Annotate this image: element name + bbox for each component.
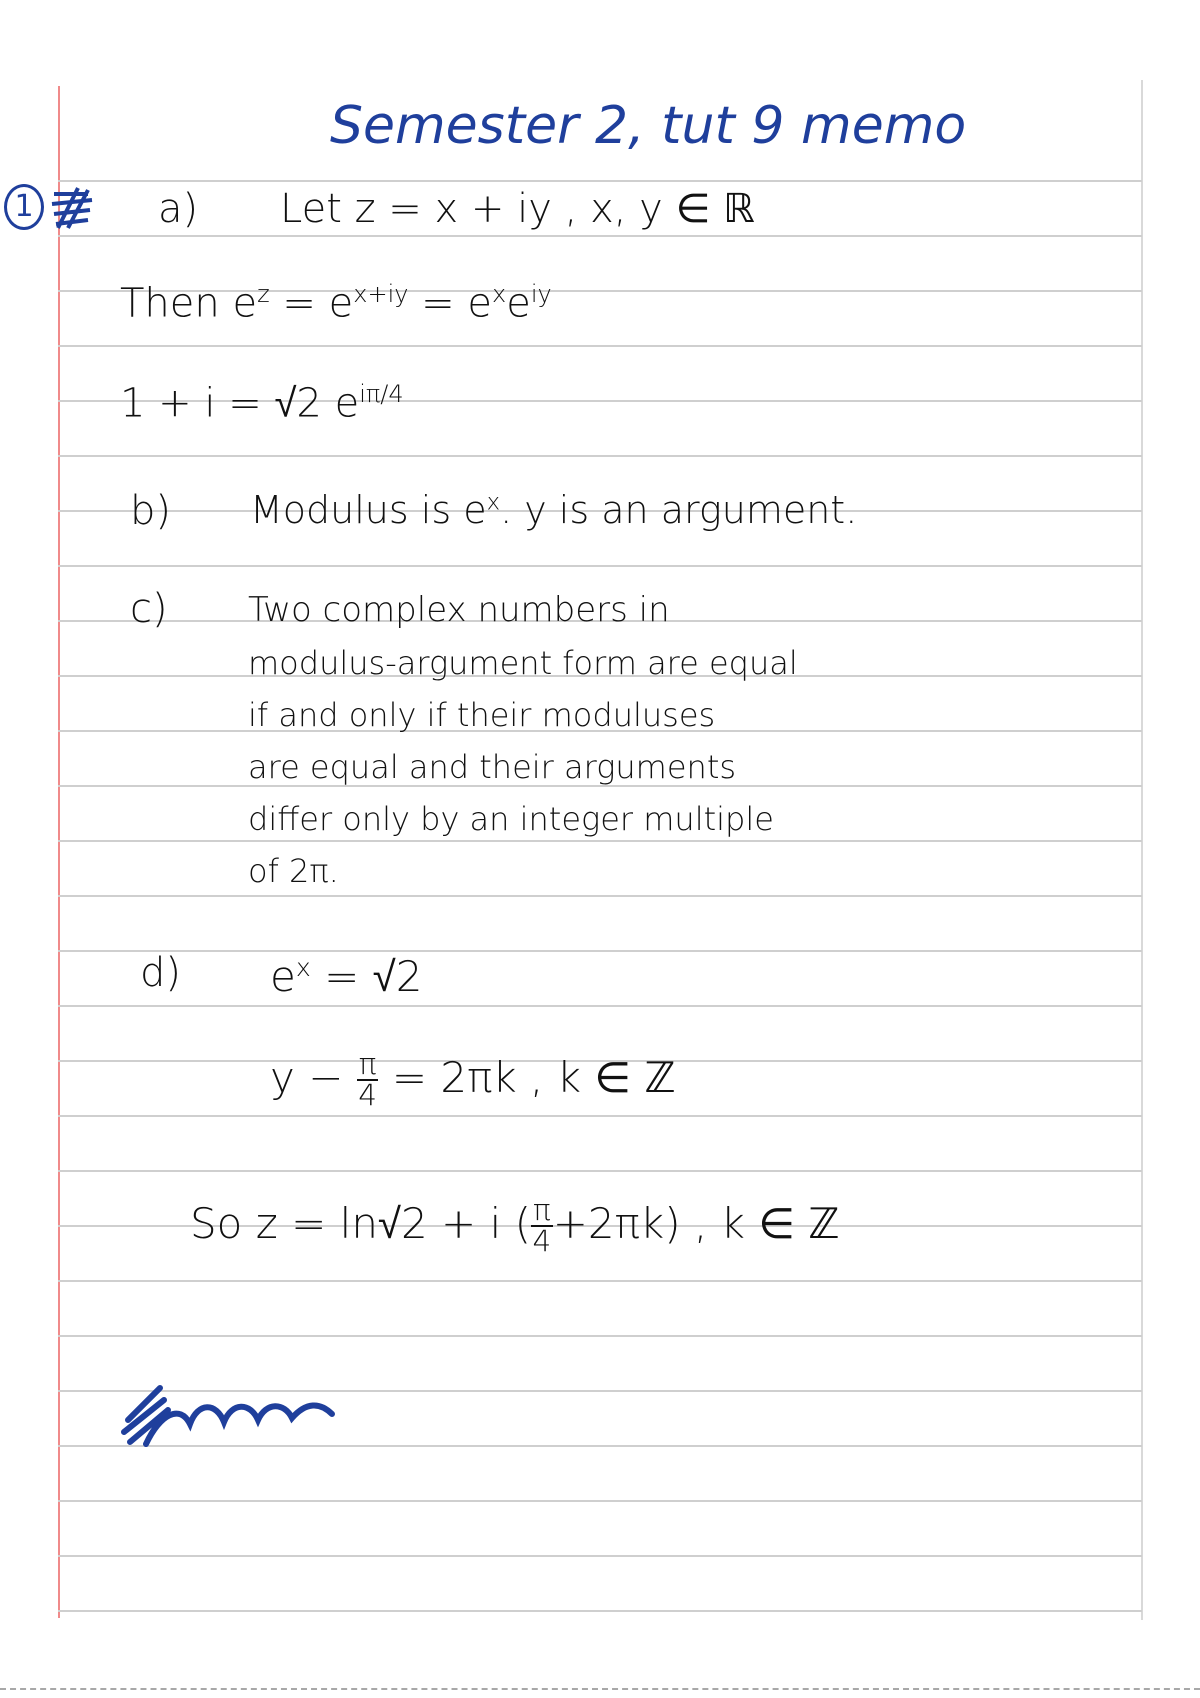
part-c-line1: Two complex numbers in [248, 590, 670, 630]
question-number: 1 [4, 184, 44, 230]
exp-identity [120, 280, 552, 326]
part-d-label: d) [140, 950, 181, 996]
margin-line [58, 86, 60, 1618]
pi-over-4-fraction-final [531, 1193, 553, 1259]
part-d-eq1 [270, 952, 422, 1001]
ruled-line [58, 840, 1142, 842]
part-c-line2: modulus-argument form are equal [248, 644, 798, 682]
part-a-let: Let z = x + iy , x, y ∈ ℝ [280, 186, 755, 232]
ruled-line [58, 1500, 1142, 1502]
d-eq1-rest: = √2 [310, 952, 423, 1001]
e-char: e [506, 280, 531, 327]
ruled-line [58, 1170, 1142, 1172]
sup-xiy: x+iy [353, 280, 409, 308]
ruled-line [58, 180, 1142, 182]
d-eq2-left: y − [270, 1052, 344, 1102]
ruled-line [58, 1115, 1142, 1117]
sup-x-d: x [295, 953, 311, 982]
part-c-line3: if and only if their moduluses [248, 696, 716, 734]
page-bottom-edge [0, 1688, 1200, 1690]
sup-x-b: x [486, 489, 501, 516]
ruled-line [58, 345, 1142, 347]
then-rest2: = e [408, 280, 492, 327]
b-text2: . y is an argument. [500, 488, 858, 532]
ruled-line [58, 1610, 1142, 1612]
b-text: Modulus is e [250, 488, 487, 532]
fraction-denominator: 4 [532, 1224, 552, 1259]
ruled-line [58, 895, 1142, 897]
sup-x: x [492, 280, 507, 308]
ruled-line [58, 1280, 1142, 1282]
pi-over-4-fraction [357, 1047, 379, 1113]
fraction-numerator: π [533, 1193, 551, 1227]
sup-pi4: iπ/4 [359, 380, 404, 408]
part-c-line5: differ only by an integer multiple [248, 800, 774, 838]
page-title: Semester 2, tut 9 memo [330, 96, 967, 156]
part-b-label: b) [130, 488, 171, 534]
so-left: So z = ln√2 + i ( [190, 1198, 532, 1248]
ruled-line [58, 1005, 1142, 1007]
part-c-line6: of 2π. [248, 852, 339, 890]
part-b-text [250, 488, 857, 532]
final-answer [190, 1193, 840, 1259]
sup-z: z [257, 280, 270, 308]
ruled-line [58, 1335, 1142, 1337]
scribble-mark [120, 1380, 340, 1460]
then-rest: = e [269, 280, 354, 327]
d-eq2-right: = 2πk , k ∈ ℤ [391, 1052, 676, 1102]
d-eq1-base: e [270, 952, 296, 1001]
sup-iy: iy [530, 280, 552, 308]
part-c-line4: are equal and their arguments [248, 748, 737, 786]
polar-form [120, 380, 404, 426]
ruled-line [58, 235, 1142, 237]
part-a-label: a) [158, 186, 199, 232]
crossed-out-mark [48, 186, 98, 230]
fraction-numerator: π [358, 1047, 377, 1081]
ruled-line [58, 565, 1142, 567]
fraction-denominator: 4 [358, 1078, 377, 1113]
then-text: Then e [120, 280, 258, 327]
part-c-label: c) [130, 586, 168, 632]
ruled-line [58, 1555, 1142, 1557]
polar-text: 1 + i = √2 e [120, 380, 360, 427]
ruled-line [58, 950, 1142, 952]
part-d-eq2 [270, 1047, 676, 1113]
ruled-line [58, 455, 1142, 457]
so-right: +2πk) , k ∈ ℤ [552, 1198, 840, 1248]
page-right-edge [1141, 80, 1143, 1620]
